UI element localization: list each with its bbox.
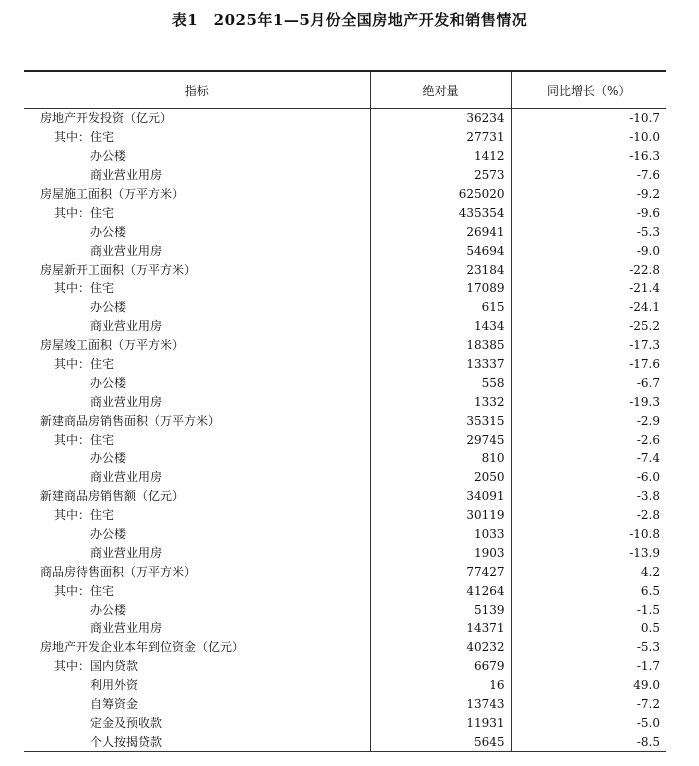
row-label-cell bbox=[24, 657, 370, 676]
header-yoy: 同比增长（%） bbox=[511, 71, 666, 109]
table-row bbox=[24, 543, 666, 562]
row-label-cell bbox=[24, 449, 370, 468]
table-row bbox=[24, 147, 666, 166]
table-row bbox=[24, 185, 666, 204]
yoy-growth: -6.0 bbox=[511, 468, 666, 487]
yoy-growth: -7.6 bbox=[511, 166, 666, 185]
row-label: 商业营业用房 bbox=[90, 243, 163, 258]
absolute-value: 1903 bbox=[370, 543, 511, 562]
table-row bbox=[24, 638, 666, 657]
absolute-value: 625020 bbox=[370, 185, 511, 204]
yoy-growth: -22.8 bbox=[511, 260, 666, 279]
yoy-growth: -10.0 bbox=[511, 128, 666, 147]
row-label-cell bbox=[24, 714, 370, 733]
table-row bbox=[24, 128, 666, 147]
yoy-growth: -10.7 bbox=[511, 109, 666, 128]
row-label-cell bbox=[24, 506, 370, 525]
absolute-value: 558 bbox=[370, 373, 511, 392]
table-row bbox=[24, 468, 666, 487]
row-label-cell bbox=[24, 638, 370, 657]
table-row bbox=[24, 411, 666, 430]
yoy-growth: -9.0 bbox=[511, 241, 666, 260]
absolute-value: 1412 bbox=[370, 147, 511, 166]
table-row bbox=[24, 506, 666, 525]
table-title: 表1 2025年1—5月份全国房地产开发和销售情况 bbox=[171, 11, 528, 29]
row-label-cell bbox=[24, 336, 370, 355]
row-label: 商业营业用房 bbox=[90, 621, 163, 636]
table-row bbox=[24, 241, 666, 260]
yoy-growth: -25.2 bbox=[511, 317, 666, 336]
absolute-value: 36234 bbox=[370, 109, 511, 128]
table-row bbox=[24, 657, 666, 676]
row-label: 房屋新开工面积（万平方米） bbox=[40, 262, 197, 277]
table-row bbox=[24, 317, 666, 336]
yoy-growth: -19.3 bbox=[511, 392, 666, 411]
absolute-value: 41264 bbox=[370, 581, 511, 600]
row-label: 商业营业用房 bbox=[90, 168, 163, 183]
absolute-value: 17089 bbox=[370, 279, 511, 298]
table-row bbox=[24, 373, 666, 392]
absolute-value: 5139 bbox=[370, 600, 511, 619]
row-label-cell bbox=[24, 298, 370, 317]
table-row bbox=[24, 676, 666, 695]
row-label: 新建商品房销售面积（万平方米） bbox=[40, 413, 221, 428]
row-label-cell bbox=[24, 392, 370, 411]
absolute-value: 35315 bbox=[370, 411, 511, 430]
row-label-cell bbox=[24, 600, 370, 619]
yoy-growth: -24.1 bbox=[511, 298, 666, 317]
table-row bbox=[24, 392, 666, 411]
row-label-cell bbox=[24, 317, 370, 336]
row-label-cell bbox=[24, 695, 370, 714]
table-row bbox=[24, 732, 666, 751]
row-label-cell bbox=[24, 185, 370, 204]
absolute-value: 5645 bbox=[370, 732, 511, 751]
table-row bbox=[24, 695, 666, 714]
yoy-growth: -5.3 bbox=[511, 222, 666, 241]
table-row bbox=[24, 562, 666, 581]
absolute-value: 16 bbox=[370, 676, 511, 695]
row-label: 办公楼 bbox=[90, 375, 127, 390]
header-indicator: 指标 bbox=[24, 71, 370, 109]
row-label: 房屋竣工面积（万平方米） bbox=[40, 338, 185, 353]
yoy-growth: -5.0 bbox=[511, 714, 666, 733]
absolute-value: 13743 bbox=[370, 695, 511, 714]
row-label-cell bbox=[24, 581, 370, 600]
table-row bbox=[24, 279, 666, 298]
table-row bbox=[24, 203, 666, 222]
row-label: 定金及预收款 bbox=[90, 715, 163, 730]
row-label-cell bbox=[24, 147, 370, 166]
table-row bbox=[24, 581, 666, 600]
absolute-value: 11931 bbox=[370, 714, 511, 733]
row-label: 办公楼 bbox=[90, 300, 127, 315]
absolute-value: 6679 bbox=[370, 657, 511, 676]
row-label-cell bbox=[24, 166, 370, 185]
row-label: 商业营业用房 bbox=[90, 545, 163, 560]
absolute-value: 23184 bbox=[370, 260, 511, 279]
row-label-cell bbox=[24, 222, 370, 241]
yoy-growth: 49.0 bbox=[511, 676, 666, 695]
yoy-growth: -3.8 bbox=[511, 487, 666, 506]
yoy-growth: -10.8 bbox=[511, 525, 666, 544]
row-label: 其中：住宅 bbox=[54, 357, 115, 372]
yoy-growth: -7.4 bbox=[511, 449, 666, 468]
row-label-cell bbox=[24, 732, 370, 751]
absolute-value: 615 bbox=[370, 298, 511, 317]
yoy-growth: -17.3 bbox=[511, 336, 666, 355]
row-label-cell bbox=[24, 487, 370, 506]
yoy-growth: -6.7 bbox=[511, 373, 666, 392]
absolute-value: 810 bbox=[370, 449, 511, 468]
absolute-value: 77427 bbox=[370, 562, 511, 581]
row-label: 商业营业用房 bbox=[90, 394, 163, 409]
row-label: 其中：住宅 bbox=[54, 130, 115, 145]
absolute-value: 40232 bbox=[370, 638, 511, 657]
header-absolute: 绝对量 bbox=[370, 71, 511, 109]
row-label: 新建商品房销售额（亿元） bbox=[40, 489, 185, 504]
table-row bbox=[24, 619, 666, 638]
row-label-cell bbox=[24, 355, 370, 374]
absolute-value: 54694 bbox=[370, 241, 511, 260]
row-label-cell bbox=[24, 373, 370, 392]
real-estate-table bbox=[24, 70, 666, 752]
row-label: 房地产开发投资（亿元） bbox=[40, 111, 173, 126]
yoy-growth: -17.6 bbox=[511, 355, 666, 374]
table-row bbox=[24, 600, 666, 619]
yoy-growth: -1.5 bbox=[511, 600, 666, 619]
table-row bbox=[24, 525, 666, 544]
absolute-value: 435354 bbox=[370, 203, 511, 222]
yoy-growth: -21.4 bbox=[511, 279, 666, 298]
row-label-cell bbox=[24, 411, 370, 430]
table-row bbox=[24, 714, 666, 733]
absolute-value: 27731 bbox=[370, 128, 511, 147]
row-label: 办公楼 bbox=[90, 451, 127, 466]
row-label: 其中：国内贷款 bbox=[54, 659, 139, 674]
row-label-cell bbox=[24, 619, 370, 638]
table-row bbox=[24, 355, 666, 374]
row-label: 办公楼 bbox=[90, 527, 127, 542]
row-label: 房屋施工面积（万平方米） bbox=[40, 187, 185, 201]
yoy-growth: -8.5 bbox=[511, 732, 666, 751]
table-row bbox=[24, 222, 666, 241]
table-header-row bbox=[24, 71, 666, 109]
row-label-cell bbox=[24, 241, 370, 260]
row-label: 自筹资金 bbox=[90, 697, 139, 712]
yoy-growth: -2.8 bbox=[511, 506, 666, 525]
row-label: 商品房待售面积（万平方米） bbox=[40, 564, 197, 579]
yoy-growth: -2.6 bbox=[511, 430, 666, 449]
row-label-cell bbox=[24, 468, 370, 487]
row-label: 其中：住宅 bbox=[54, 508, 115, 523]
table-row bbox=[24, 430, 666, 449]
yoy-growth: -9.2 bbox=[511, 185, 666, 204]
row-label-cell bbox=[24, 109, 370, 128]
absolute-value: 1434 bbox=[370, 317, 511, 336]
row-label-cell bbox=[24, 203, 370, 222]
row-label: 办公楼 bbox=[90, 149, 127, 164]
row-label-cell bbox=[24, 676, 370, 695]
absolute-value: 14371 bbox=[370, 619, 511, 638]
row-label: 利用外资 bbox=[90, 678, 139, 693]
absolute-value: 1332 bbox=[370, 392, 511, 411]
row-label-cell bbox=[24, 430, 370, 449]
yoy-growth: -5.3 bbox=[511, 638, 666, 657]
row-label: 其中：住宅 bbox=[54, 281, 115, 296]
yoy-growth: -1.7 bbox=[511, 657, 666, 676]
table-row bbox=[24, 487, 666, 506]
yoy-growth: 4.2 bbox=[511, 562, 666, 581]
yoy-growth: -9.6 bbox=[511, 203, 666, 222]
yoy-growth: 6.5 bbox=[511, 581, 666, 600]
absolute-value: 2573 bbox=[370, 166, 511, 185]
absolute-value: 29745 bbox=[370, 430, 511, 449]
table-row bbox=[24, 336, 666, 355]
yoy-growth: -13.9 bbox=[511, 543, 666, 562]
absolute-value: 18385 bbox=[370, 336, 511, 355]
row-label-cell bbox=[24, 562, 370, 581]
table-row bbox=[24, 109, 666, 128]
absolute-value: 1033 bbox=[370, 525, 511, 544]
absolute-value: 26941 bbox=[370, 222, 511, 241]
row-label: 商业营业用房 bbox=[90, 319, 163, 334]
yoy-growth: -2.9 bbox=[511, 411, 666, 430]
yoy-growth: -7.2 bbox=[511, 695, 666, 714]
absolute-value: 13337 bbox=[370, 355, 511, 374]
row-label-cell bbox=[24, 525, 370, 544]
row-label: 房地产开发企业本年到位资金（亿元） bbox=[40, 640, 245, 655]
absolute-value: 2050 bbox=[370, 468, 511, 487]
row-label: 其中：住宅 bbox=[54, 432, 115, 447]
row-label: 其中：住宅 bbox=[54, 583, 115, 598]
absolute-value: 34091 bbox=[370, 487, 511, 506]
row-label: 办公楼 bbox=[90, 224, 127, 239]
table-body bbox=[24, 109, 666, 752]
row-label: 其中：住宅 bbox=[54, 205, 115, 220]
row-label-cell bbox=[24, 279, 370, 298]
yoy-growth: 0.5 bbox=[511, 619, 666, 638]
row-label-cell bbox=[24, 128, 370, 147]
row-label: 个人按揭贷款 bbox=[90, 734, 163, 749]
table-row bbox=[24, 166, 666, 185]
row-label-cell bbox=[24, 260, 370, 279]
absolute-value: 30119 bbox=[370, 506, 511, 525]
table-row bbox=[24, 298, 666, 317]
table-row bbox=[24, 449, 666, 468]
row-label-cell bbox=[24, 543, 370, 562]
table-row bbox=[24, 260, 666, 279]
row-label: 商业营业用房 bbox=[90, 470, 163, 485]
row-label: 办公楼 bbox=[90, 602, 127, 617]
yoy-growth: -16.3 bbox=[511, 147, 666, 166]
